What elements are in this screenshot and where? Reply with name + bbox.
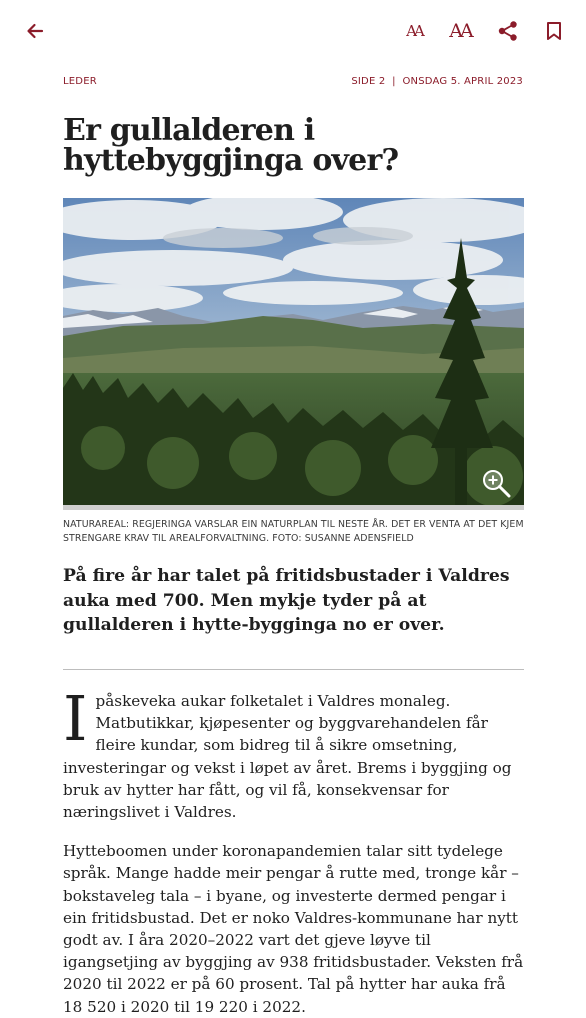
arrow-left-icon [25, 21, 45, 41]
body-paragraph-2: Hytteboomen under koronapandemien talar sitt tydelege språk. Mange hadde meir pengar å rutte med, tronge kår – bokstaveleg tala – i byane, og investerte dermed pengar i ein fritidsbustad. Det er noko Valdres-kommunane har nytt godt av. I åra 2020–2022 vart det gjeve løyve til igangsetjing av byggjing av 938 fritidsbustader. Veksten frå 2020 til 2022 er på 60 prosent. Tal på hytter har auka frå 18 520 i 2020 til 19 220 i 2022. [63, 842, 524, 1016]
zoom-in-icon [481, 468, 513, 500]
section-label: LEDER [63, 76, 97, 87]
top-toolbar [0, 0, 586, 62]
drop-cap: I [63, 682, 88, 755]
font-size-increase-icon [449, 20, 470, 42]
back-button[interactable] [18, 14, 52, 48]
article-meta [63, 76, 523, 92]
font-large-label: AA [449, 20, 471, 42]
article-title: Er gullalderen i hyttebyggjinga over? [63, 113, 399, 178]
paragraph-1-text: påskeveka aukar folketalet i Valdres monaleg. Matbutikkar, kjøpesenter og byggvarehandelen får fleire kundar, som bidreg til å sikre omsetning, investeringar og vekst i løpet av året. Brems i byggjing og bruk av hytter har fått, og vil få, konsekvensar for næringslivet i Valdres. [63, 692, 512, 822]
zoom-image-button[interactable] [481, 468, 513, 500]
article-lead: På fire år har talet på fritidsbustader i Valdres auka med 700. Men mykje tyder på at gullalderen i hytte-bygginga no er over. [63, 566, 510, 635]
article-photo[interactable] [63, 198, 524, 505]
photo-caption: NATURAREAL: REGJERINGA VARSLAR EIN NATURPLAN TIL NESTE ÅR. DET ER VENTA AT DET KJEM STRENGARE KRAV TIL AREALFORVALTNING. FOTO: SUSANNE ADENSFIELD [63, 519, 524, 544]
font-size-decrease-icon [406, 22, 422, 40]
font-small-label: AA [406, 22, 422, 40]
lead-divider [63, 669, 524, 670]
body-paragraph-1 [63, 682, 525, 823]
share-button[interactable] [491, 14, 525, 48]
landscape-photo [63, 198, 524, 505]
bookmark-button[interactable] [537, 14, 571, 48]
photo-divider [63, 505, 524, 510]
share-icon [497, 20, 519, 42]
font-increase-button[interactable] [443, 14, 477, 48]
font-decrease-button[interactable] [397, 14, 431, 48]
article-body [63, 682, 525, 1018]
bookmark-icon [545, 21, 563, 41]
page-date-info: SIDE 2 | ONSDAG 5. APRIL 2023 [351, 76, 523, 87]
